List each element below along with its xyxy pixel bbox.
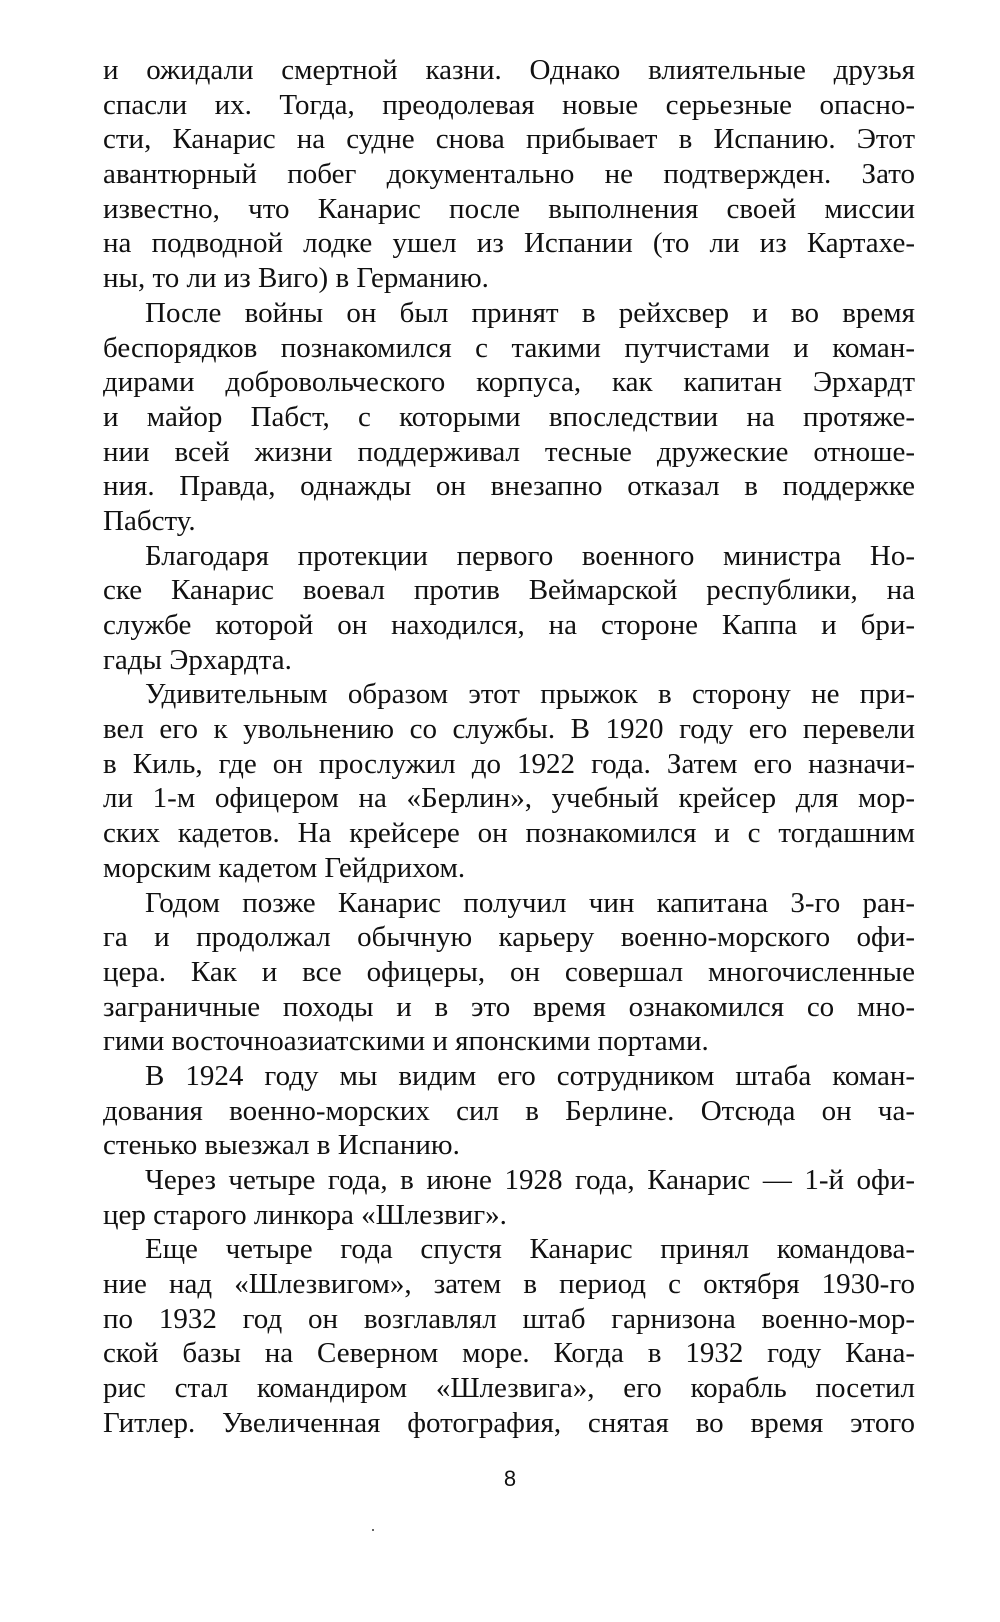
- text-line: ния. Правда, однажды он внезапно отказал в поддержке: [103, 470, 915, 503]
- paragraph: [103, 886, 915, 1059]
- text-line: Пабсту.: [103, 504, 196, 537]
- text-line: сти, Канарис на судне снова прибывает в Испанию. Этот: [103, 123, 915, 156]
- text-line: ны, то ли из Виго) в Германию.: [103, 262, 489, 295]
- text-line: на подводной лодке ушел из Испании (то ли из Картахе-: [103, 227, 915, 260]
- text-line: ской базы на Северном море. Когда в 1932 году Кана-: [103, 1337, 915, 1370]
- text-line: гими восточноазиатскими и японскими портами.: [103, 1025, 709, 1058]
- paragraph: [103, 1059, 915, 1163]
- text-line: гады Эрхардта.: [103, 643, 292, 676]
- text-line: в Киль, где он прослужил до 1922 года. Затем его назначи-: [103, 747, 915, 780]
- text-line: известно, что Канарис после выполнения своей миссии: [103, 192, 915, 225]
- paragraph: [103, 1163, 915, 1232]
- text-line: цера. Как и все офицеры, он совершал многочисленные: [103, 955, 915, 988]
- text-line: рис стал командиром «Шлезвига», его корабль посетил: [103, 1372, 915, 1405]
- text-line: службе которой он находился, на стороне Каппа и бри-: [103, 609, 915, 641]
- page-number: 8: [503, 1466, 517, 1491]
- text-line: ских кадетов. На крейсере он познакомился и с тогдашним: [103, 817, 915, 850]
- paragraph: [103, 1232, 915, 1440]
- text-line: Годом позже Канарис получил чин капитана 3-го ран-: [145, 886, 915, 919]
- text-line: Гитлер. Увеличенная фотография, снятая во время этого: [103, 1406, 915, 1439]
- text-line: ли 1-м офицером на «Берлин», учебный крейсер для мор-: [103, 782, 915, 815]
- text-line: и майор Пабст, с которыми впоследствии на протяже-: [103, 400, 915, 433]
- text-line: Еще четыре года спустя Канарис принял командова-: [145, 1233, 915, 1266]
- text-line: ске Канарис воевал против Веймарской республики, на: [103, 574, 915, 607]
- text-line: авантюрный побег документально не подтвержден. Зато: [103, 158, 915, 191]
- text-line: цер старого линкора «Шлезвиг».: [103, 1198, 507, 1231]
- text-line: и ожидали смертной казни. Однако влиятельные друзья: [103, 54, 915, 86]
- text-line: беспорядков познакомился с такими путчистами и коман-: [103, 331, 915, 364]
- text-line: вел его к увольнению со службы. В 1920 году его перевели: [103, 713, 915, 746]
- scan-speck: [372, 1529, 374, 1531]
- paragraph: [103, 53, 915, 296]
- text-line: дирами добровольческого корпуса, как капитан Эрхардт: [103, 366, 915, 399]
- text-line: спасли их. Тогда, преодолевая новые серьезные опасно-: [103, 88, 915, 121]
- text-line: Удивительным образом этот прыжок в сторону не при-: [145, 678, 915, 711]
- paragraph: [103, 539, 915, 678]
- page-body-text: [103, 53, 915, 1441]
- text-line: га и продолжал обычную карьеру военно-морского офи-: [103, 921, 915, 954]
- text-line: После войны он был принят в рейхсвер и во время: [145, 296, 915, 329]
- text-line: заграничные походы и в это время ознакомился со мно-: [103, 990, 915, 1023]
- text-line: Благодаря протекции первого военного министра Но-: [145, 539, 915, 572]
- text-line: по 1932 год он возглавлял штаб гарнизона военно-мор-: [103, 1302, 915, 1335]
- text-line: ние над «Шлезвигом», затем в период с октября 1930-го: [103, 1268, 915, 1301]
- text-line: стенько выезжал в Испанию.: [103, 1129, 460, 1162]
- text-line: Через четыре года, в июне 1928 года, Канарис — 1-й офи-: [145, 1164, 915, 1196]
- paragraph: [103, 677, 915, 885]
- text-line: морским кадетом Гейдрихом.: [103, 851, 466, 884]
- text-line: дования военно-морских сил в Берлине. Отсюда он ча-: [103, 1094, 915, 1127]
- text-line: В 1924 году мы видим его сотрудником штаба коман-: [145, 1059, 915, 1092]
- paragraph: [103, 296, 915, 539]
- text-line: нии всей жизни поддерживал тесные дружеские отноше-: [103, 435, 915, 468]
